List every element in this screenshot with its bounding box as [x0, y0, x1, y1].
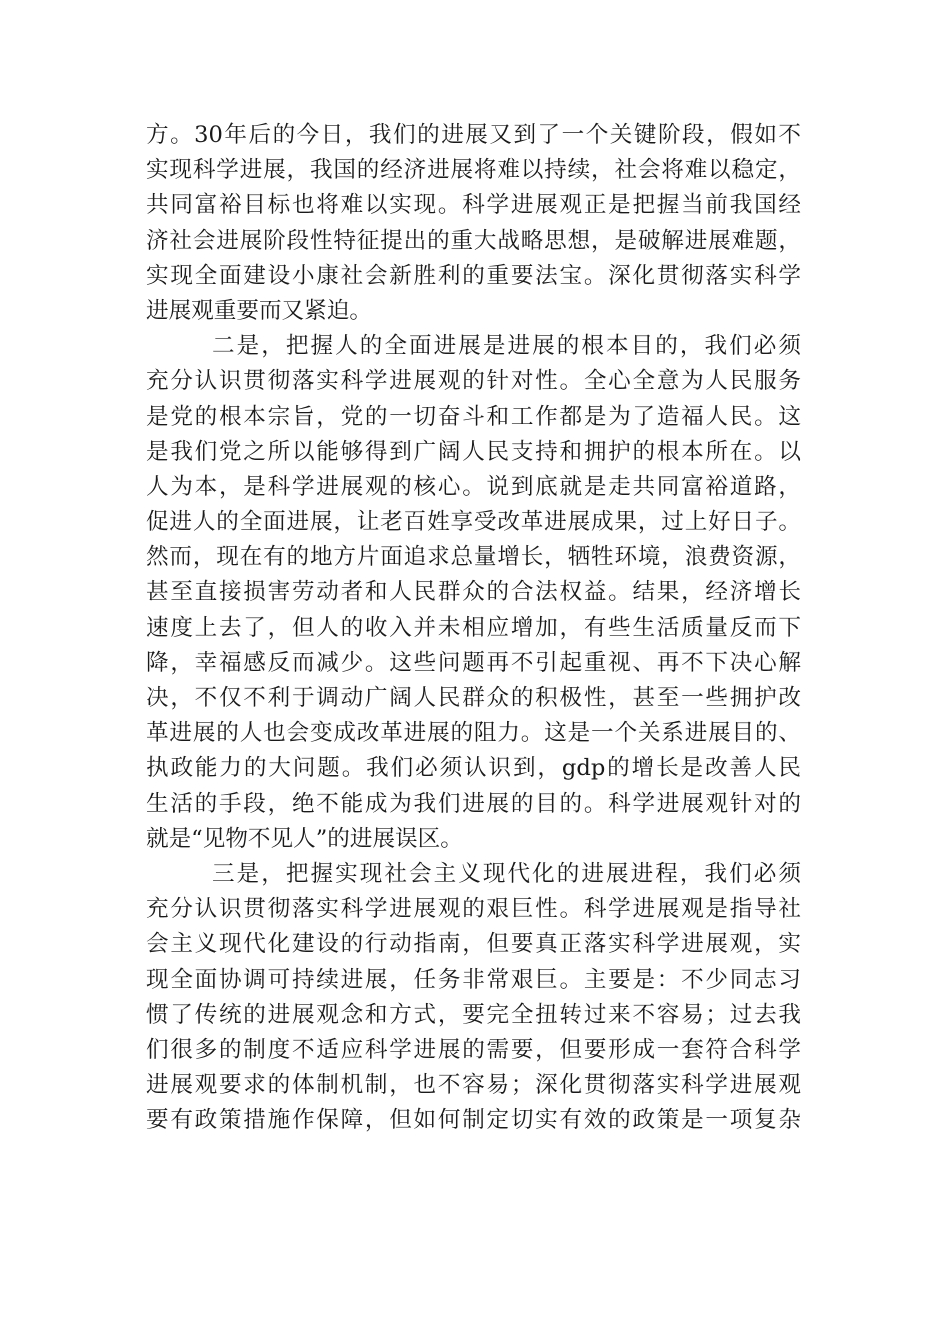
text-line: 充分认识贯彻落实科学进展观的针对性。全心全意为人民服务 [146, 368, 801, 395]
text-line: 生活的手段，绝不能成为我们进展的目的。科学进展观针对的 [146, 790, 801, 817]
text-line: 要有政策措施作保障，但如何制定切实有效的政策是一项复杂 [146, 1107, 801, 1134]
text-line: 决，不仅不利于调动广阔人民群众的积极性，甚至一些拥护改 [146, 685, 801, 711]
text-line: 实现全面建设小康社会新胜利的重要法宝。深化贯彻落实科学 [146, 262, 801, 289]
text-line: 进展观要求的体制机制，也不容易；深化贯彻落实科学进展观 [146, 1072, 801, 1099]
paragraph-3 [146, 857, 801, 1139]
text-line: 革进展的人也会变成改革进展的阻力。这是一个关系进展目的、 [146, 720, 801, 747]
text-line: 就是“见物不见人”的进展误区。 [146, 825, 463, 852]
text-line: 济社会进展阶段性特征提出的重大战略思想，是破解进展难题， [146, 227, 801, 254]
text-line: 们很多的制度不适应科学进展的需要，但要形成一套符合科学 [146, 1036, 801, 1063]
text-line: 降，幸福感反而减少。这些问题再不引起重视、再不下决心解 [146, 649, 801, 676]
paragraph-2 [146, 329, 801, 857]
text-line: 方。30年后的今日，我们的进展又到了一个关键阶段，假如不 [146, 122, 801, 148]
text-line: 速度上去了，但人的收入并未相应增加，有些生活质量反而下 [146, 614, 801, 641]
text-line: 共同富裕目标也将难以实现。科学进展观正是把握当前我国经 [146, 192, 801, 219]
text-line: 充分认识贯彻落实科学进展观的艰巨性。科学进展观是指导社 [146, 896, 801, 923]
text-line: 进展观重要而又紧迫。 [146, 297, 372, 324]
text-line: 甚至直接损害劳动者和人民群众的合法权益。结果，经济增长 [146, 579, 801, 606]
text-line: 促进人的全面进展，让老百姓享受改革进展成果，过上好日子。 [146, 509, 801, 536]
text-line: 会主义现代化建设的行动指南，但要真正落实科学进展观，实 [146, 931, 801, 958]
text-line: 实现科学进展，我国的经济进展将难以持续，社会将难以稳定， [146, 157, 801, 184]
text-line: 是党的根本宗旨，党的一切奋斗和工作都是为了造福人民。这 [146, 403, 801, 430]
text-line: 三是，把握实现社会主义现代化的进展进程，我们必须 [212, 860, 801, 887]
text-line: 惯了传统的进展观念和方式，要完全扭转过来不容易；过去我 [146, 1001, 801, 1028]
text-line: 人为本，是科学进展观的核心。说到底就是走共同富裕道路， [146, 473, 801, 500]
text-line: 是我们党之所以能够得到广阔人民支持和拥护的根本所在。以 [146, 438, 801, 465]
text-line: 然而，现在有的地方片面追求总量增长，牺牲环境，浪费资源， [146, 544, 801, 571]
document-body [146, 118, 801, 1138]
text-line: 二是，把握人的全面进展是进展的根本目的，我们必须 [212, 333, 801, 360]
text-line: 现全面协调可持续进展，任务非常艰巨。主要是：不少同志习 [146, 966, 801, 993]
text-line: 执政能力的大问题。我们必须认识到，gdp的增长是改善人民 [146, 755, 801, 782]
paragraph-1 [146, 118, 801, 329]
